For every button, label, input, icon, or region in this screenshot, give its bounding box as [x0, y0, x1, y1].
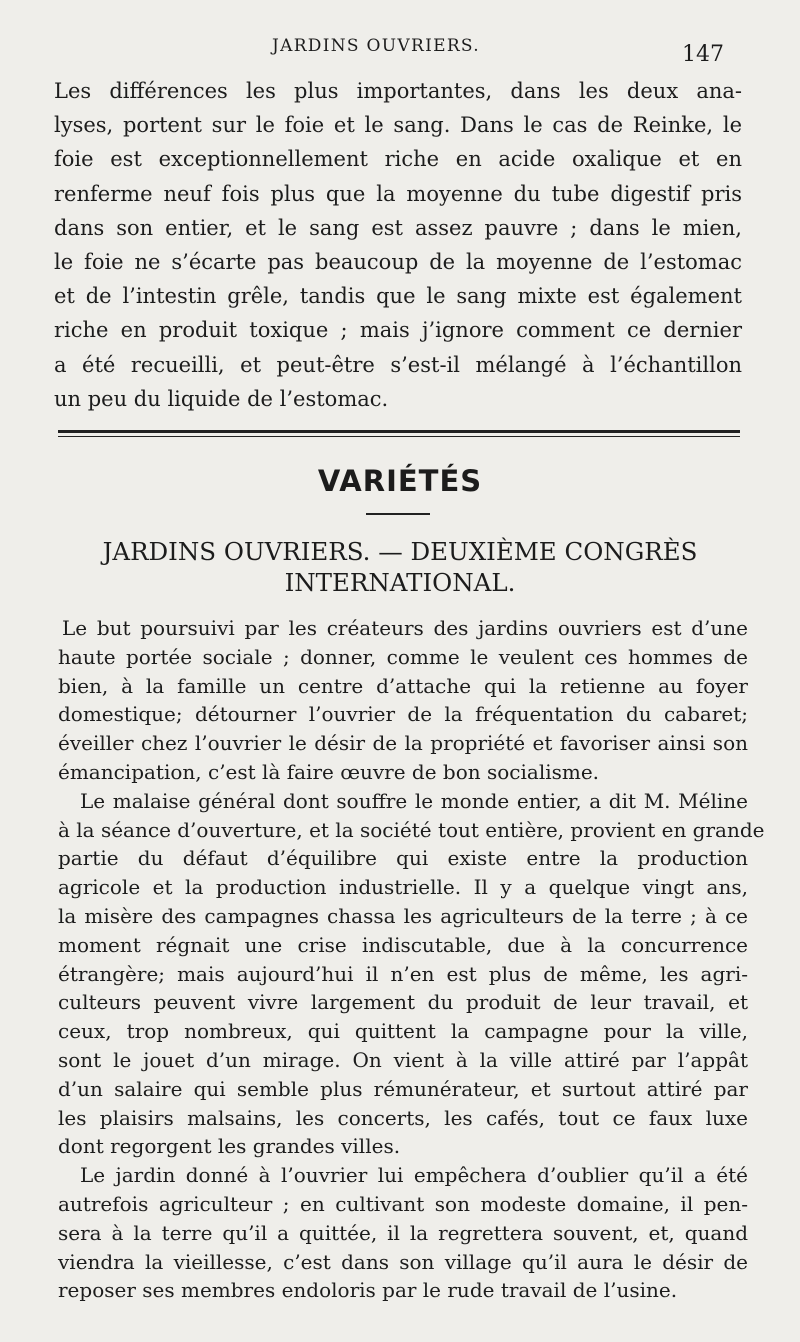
text-line: Le jardin donné à l’ouvrier lui empêchera d’oublier qu’il a été	[80, 1163, 748, 1188]
text-line: Les différences les plus importantes, dans les deux ana-	[54, 79, 742, 103]
text-line: reposer ses membres endoloris par le rude travail de l’usine.	[58, 1278, 678, 1303]
running-header: JARDINS OUVRIERS.	[272, 36, 480, 56]
text-line: sont le jouet d’un mirage. On vient à la ville attiré par l’appât	[58, 1047, 748, 1072]
text-line: agricole et la production industrielle. Il y a quelque vingt ans,	[58, 875, 748, 900]
text-line: sera à la terre qu’il a quittée, il la regrettera souvent, et, quand	[58, 1220, 748, 1245]
article-title	[60, 536, 740, 598]
text-line: viendra la vieillesse, c’est dans son village qu’il aura le désir de	[58, 1249, 748, 1274]
text-line: un peu du liquide de l’estomac.	[54, 386, 389, 411]
text-line: a été recueilli, et peut-être s’est-il mélangé à l’échantillon	[54, 352, 742, 377]
text-line: et de l’intestin grêle, tandis que le sang mixte est également	[54, 284, 742, 309]
text-line: renferme neuf fois plus que la moyenne du tube digestif pris	[54, 181, 742, 206]
text-line: la misère des campagnes chassa les agriculteurs de la terre ; à ce	[58, 903, 748, 928]
text-line: le foie ne s’écarte pas beaucoup de la moyenne de l’estomac	[54, 250, 742, 275]
text-line: émancipation, c’est là faire œuvre de bon socialisme.	[58, 759, 600, 784]
page-number: 147	[682, 42, 724, 67]
text-line: ceux, trop nombreux, qui quittent la campagne pour la ville,	[58, 1019, 748, 1044]
top-paragraph	[54, 74, 742, 416]
text-line: Le malaise général dont souffre le monde entier, a dit M. Méline	[80, 788, 748, 813]
text-line: moment régnait une crise indiscutable, due à la concurrence	[58, 932, 748, 957]
text-line: éveiller chez l’ouvrier le désir de la propriété et favoriser ainsi son	[58, 731, 748, 756]
text-line: riche en produit toxique ; mais j’ignore comment ce dernier	[54, 318, 742, 343]
text-line: culteurs peuvent vivre largement du produit de leur travail, et	[58, 990, 748, 1015]
text-line: à la séance d’ouverture, et la société tout entière, provient en grande	[58, 817, 765, 842]
section-title: VARIÉTÉS	[317, 464, 483, 498]
text-line: étrangère; mais aujourd’hui il n’en est plus de même, les agri-	[58, 961, 748, 986]
article-body	[58, 614, 765, 1305]
text-line: domestique; détourner l’ouvrier de la fréquentation du cabaret;	[58, 702, 748, 727]
text-line: les plaisirs malsains, les concerts, les cafés, tout ce faux luxe	[58, 1105, 748, 1130]
text-line: haute portée sociale ; donner, comme le veulent ces hommes de	[58, 644, 748, 669]
text-line: d’un salaire qui semble plus rémunérateur, et surtout attiré par	[58, 1076, 748, 1101]
article-title-line: INTERNATIONAL.	[284, 568, 516, 597]
article-title-line: JARDINS OUVRIERS. — DEUXIÈME CONGRÈS	[102, 537, 698, 566]
text-line: partie du défaut d’équilibre qui existe entre la production	[58, 846, 748, 871]
text-line: dont regorgent les grandes villes.	[58, 1134, 401, 1159]
text-line: autrefois agriculteur ; en cultivant son modeste domaine, il pen-	[58, 1191, 748, 1216]
title-underline	[366, 513, 430, 515]
text-line: bien, à la famille un centre d’attache qui la retienne au foyer	[58, 673, 748, 698]
section-divider	[58, 430, 740, 437]
text-line: dans son entier, et le sang est assez pauvre ; dans le mien,	[54, 215, 742, 240]
text-line: foie est exceptionnellement riche en acide oxalique et en	[54, 147, 742, 172]
text-line: Le but poursuivi par les créateurs des jardins ouvriers est d’une	[62, 616, 748, 640]
text-line: lyses, portent sur le foie et le sang. Dans le cas de Reinke, le	[54, 113, 742, 138]
